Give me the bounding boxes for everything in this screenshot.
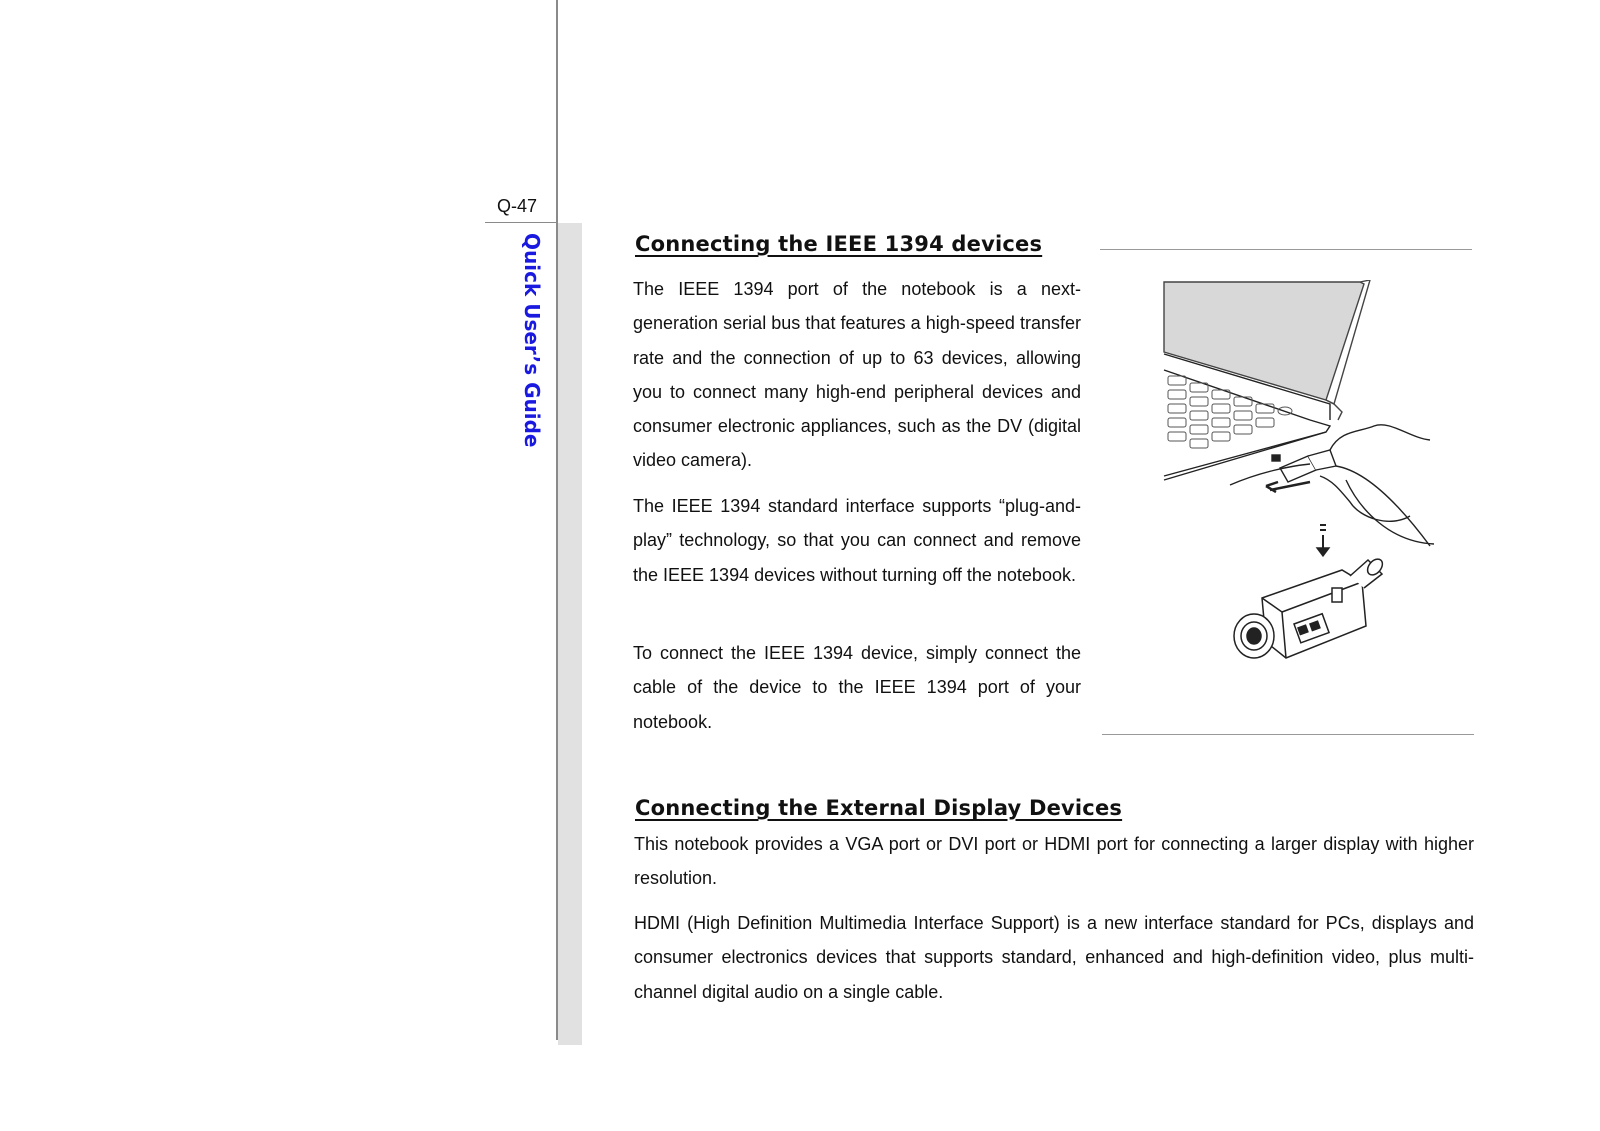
paragraph: This notebook provides a VGA port or DVI port or HDMI port for connecting a larger display with higher resolution. bbox=[634, 834, 1474, 889]
page-number: Q-47 bbox=[497, 196, 538, 216]
page-number-rule bbox=[485, 222, 557, 223]
paragraph: HDMI (High Definition Multimedia Interface Support) is a new interface standard for PCs, displays and consumer electronics devices that supports standard, enhanced and high-definition video, plus multi-channel digital audio on a single cable. bbox=[634, 913, 1474, 1002]
paragraph: The IEEE 1394 standard interface supports “plug-and-play” technology, so that you can connect and remove the IEEE 1394 devices without turning off the notebook. bbox=[633, 496, 1081, 585]
margin-band bbox=[558, 223, 582, 1045]
notebook-ieee1394-camcorder-illustration bbox=[1160, 280, 1450, 700]
paragraph: The IEEE 1394 port of the notebook is a next-generation serial bus that features a high-speed transfer rate and the connection of up to 63 devices, allowing you to connect many high-end peripheral devices and consumer electronic appliances, such as the DV (digital video camera). bbox=[633, 279, 1081, 471]
side-title: Quick User’s Guide bbox=[520, 233, 544, 448]
section-heading-ieee1394: Connecting the IEEE 1394 devices bbox=[635, 232, 1043, 256]
side-title-container bbox=[516, 233, 544, 453]
paragraph: To connect the IEEE 1394 device, simply connect the cable of the device to the IEEE 1394 port of your notebook. bbox=[633, 643, 1081, 732]
figure-rule-bottom bbox=[1102, 734, 1474, 735]
figure-rule-top bbox=[1100, 249, 1472, 250]
section-heading-external-display: Connecting the External Display Devices bbox=[635, 796, 1123, 820]
